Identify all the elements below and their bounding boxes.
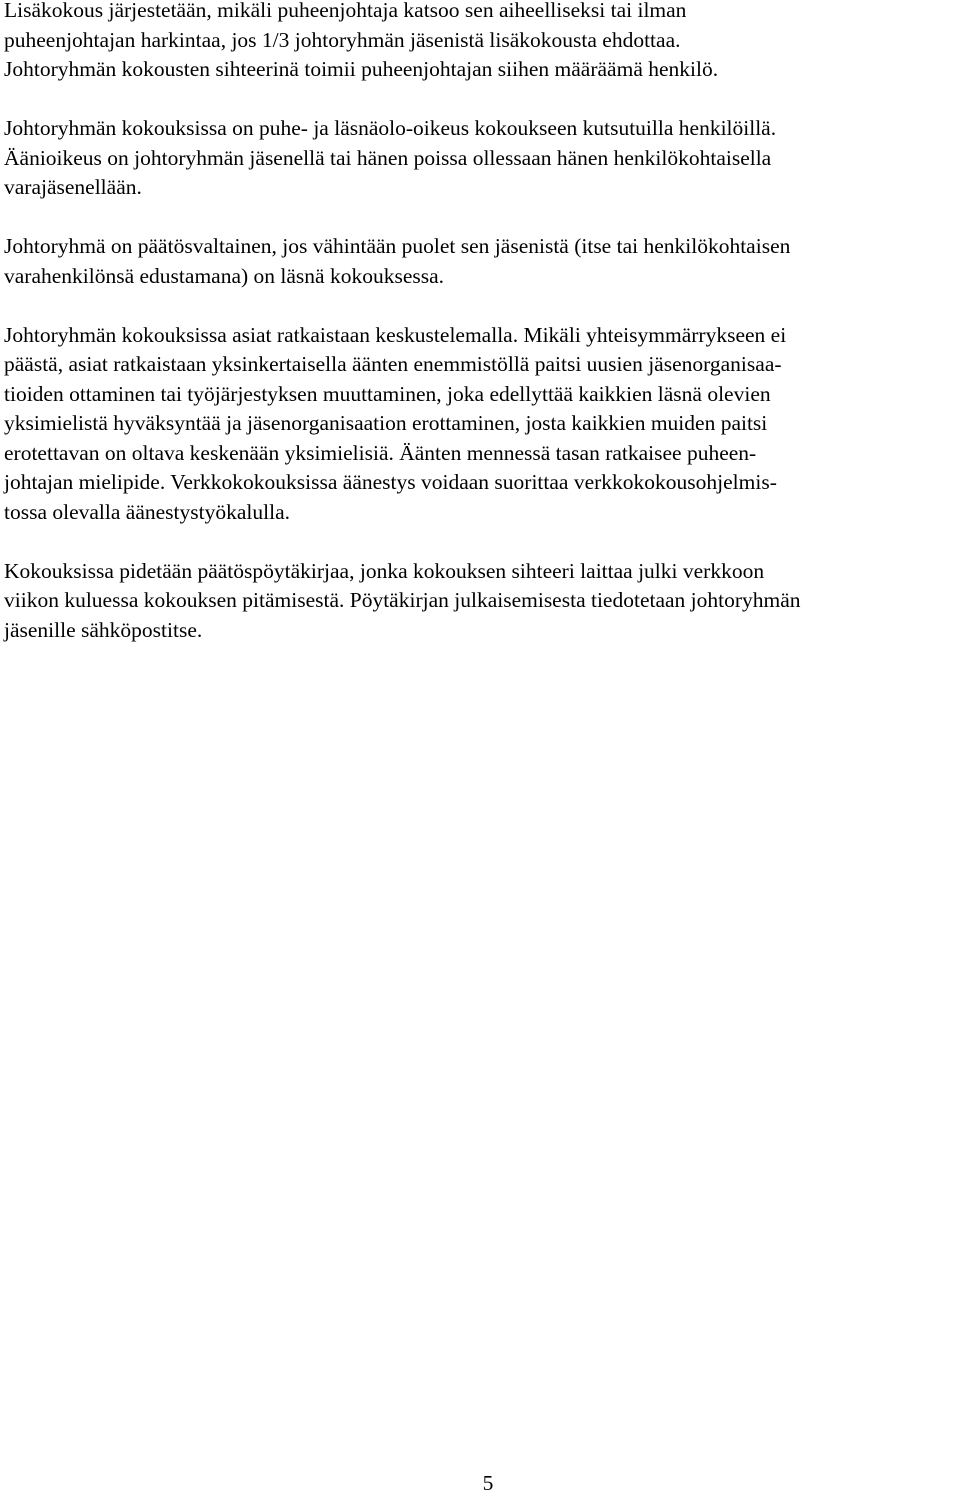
text-line: erotettavan on oltava keskenään yksimielisiä. Äänten mennessä tasan ratkaisee puheen- (4, 440, 757, 465)
text-line: Johtoryhmän kokouksissa on puhe- ja läsnäolo-oikeus kokoukseen kutsutuilla henkilöillä. (4, 116, 777, 140)
text-line: johtajan mielipide. Verkkokokouksissa äänestys voidaan suorittaa verkkokokousohjelmis- (4, 470, 777, 494)
text-line: yksimielistä hyväksyntää ja jäsenorganisaation erottaminen, josta kaikkien muiden paitsi (4, 411, 768, 435)
text-line: viikon kuluessa kokouksen pitämisestä. Pöytäkirjan julkaisemisesta tiedotetaan johtoryhmän (4, 588, 801, 612)
text-line: Johtoryhmän kokousten sihteerinä toimii puheenjohtajan siihen määräämä henkilö. (4, 57, 719, 81)
text-line: varahenkilönsä edustamana) on läsnä kokouksessa. (4, 263, 445, 288)
text-line: Johtoryhmä on päätösvaltainen, jos vähintään puolet sen jäsenistä (itse tai henkilökohtaisen (4, 234, 791, 258)
text-line: Äänioikeus on johtoryhmän jäsenellä tai hänen poissa ollessaan hänen henkilökohtaisella (4, 145, 772, 170)
text-line: Lisäkokous järjestetään, mikäli puheenjohtaja katsoo sen aiheelliseksi tai ilman (4, 0, 687, 22)
text-line: päästä, asiat ratkaistaan yksinkertaisella äänten enemmistöllä paitsi uusien jäsenorganisaa- (4, 352, 782, 376)
text-line: jäsenille sähköpostitse. (4, 617, 203, 642)
document-body (4, 0, 958, 645)
text-line: tioiden ottaminen tai työjärjestyksen muuttaminen, joka edellyttää kaikkien läsnä olevien (4, 381, 771, 406)
paragraph-quorum (4, 232, 958, 291)
text-line: varajäsenellään. (4, 175, 142, 199)
paragraph-extra-meeting (4, 0, 958, 85)
text-line: puheenjohtajan harkintaa, jos 1/3 johtoryhmän jäsenistä lisäkokousta ehdottaa. (4, 27, 681, 52)
paragraph-minutes (4, 557, 958, 646)
paragraph-gap (4, 291, 958, 321)
text-line: tossa olevalla äänestystyökalulla. (4, 499, 290, 524)
paragraph-gap (4, 203, 958, 233)
paragraph-gap (4, 85, 958, 115)
paragraph-speaking-rights (4, 114, 958, 203)
text-line: Kokouksissa pidetään päätöspöytäkirjaa, jonka kokouksen sihteeri laittaa julki verkkoon (4, 558, 765, 583)
page-number: 5 (482, 1471, 494, 1495)
paragraph-decision-making (4, 321, 958, 528)
paragraph-gap (4, 527, 958, 557)
text-line: Johtoryhmän kokouksissa asiat ratkaistaan keskustelemalla. Mikäli yhteisymmärrykseen ei (4, 322, 787, 347)
